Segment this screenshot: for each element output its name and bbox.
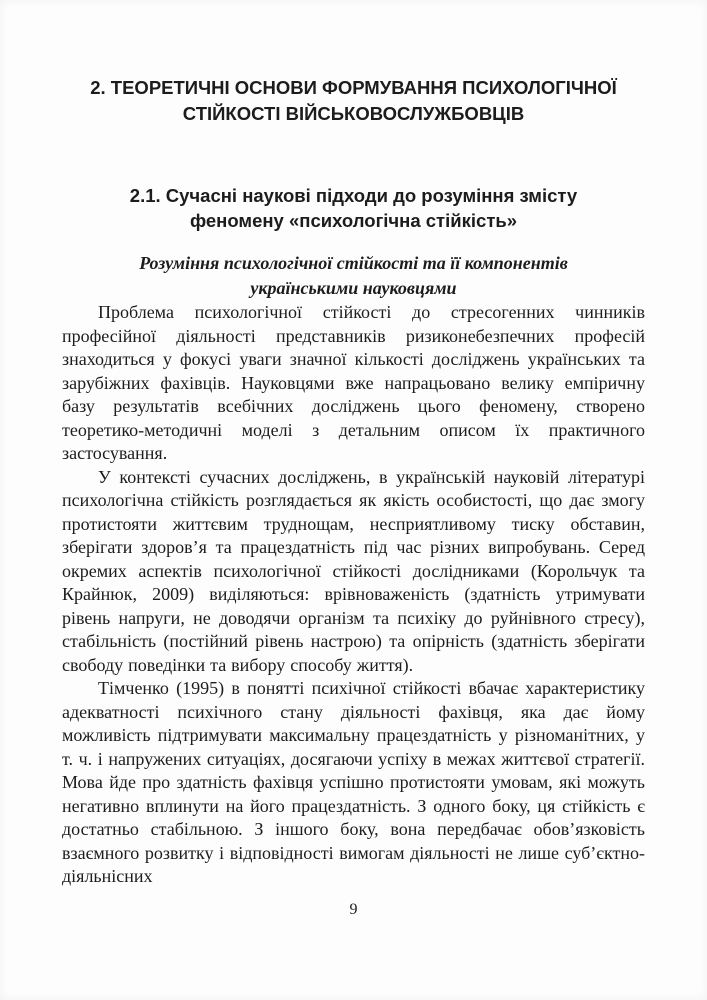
body-text bbox=[62, 301, 645, 889]
body-paragraph-2: У контексті сучасних досліджень, в українській науковій літературі психологічна стійкість розглядається як якість особистості, що дає змогу протистояти життєвим труднощам, несприятливому тиску обставин, зберігати здоров’я та працездатність під час різних випробувань. Серед окремих аспектів психологічної стійкості дослідниками (Корольчук та Крайнюк, 2009) виділяються: врівноваженість (здатність утримувати рівень напруги, не доводячи організм та психіку до руйнівного стресу), стабільність (постійний рівень настрою) та опірність (здатність зберігати свободу поведінки та вибору способу життя). bbox=[62, 466, 645, 675]
subsection-heading: Розуміння психологічної стійкості та її компонентів українськими науковцями bbox=[139, 253, 568, 298]
body-paragraph-1: Проблема психологічної стійкості до стресогенних чинників професійної діяльності представників ризиконебезпечних професій знаходиться у фокусі уваги значної кількості досліджень українських та зарубіжних фахівців. Науковцями вже напрацьовано велику емпіричну базу результатів всебічних досліджень цього феномену, створено теоретико-методичні моделі з детальним описом їх практичного застосування. bbox=[62, 302, 645, 463]
chapter-heading: 2. ТЕОРЕТИЧНІ ОСНОВИ ФОРМУВАННЯ ПСИХОЛОГІЧНОЇ СТІЙКОСТІ ВІЙСЬКОВОСЛУЖБОВЦІВ bbox=[90, 77, 617, 124]
page-number: 9 bbox=[349, 900, 358, 918]
section-heading: 2.1. Сучасні наукові підходи до розуміння змісту феномену «психологічна стійкість» bbox=[129, 185, 578, 231]
body-paragraph-3: Тімченко (1995) в понятті психічної стійкості вбачає характеристику адекватності психічного стану діяльності фахівця, яка дає йому можливість підтримувати максимальну працездатність у різноманітних, у т. ч. і напружених ситуаціях, досягаючи успіху в межах життєвої стратегії. Мова йде про здатність фахівця успішно протистояти умовам, які можуть негативно вплинути на його працездатність. З одного боку, ця стійкість є достатньо стабільною. З іншого боку, вона передбачає обов’язковість взаємного розвитку і відповідності вимогам діяльності не лише суб’єктно-діяльнісних bbox=[62, 678, 645, 886]
